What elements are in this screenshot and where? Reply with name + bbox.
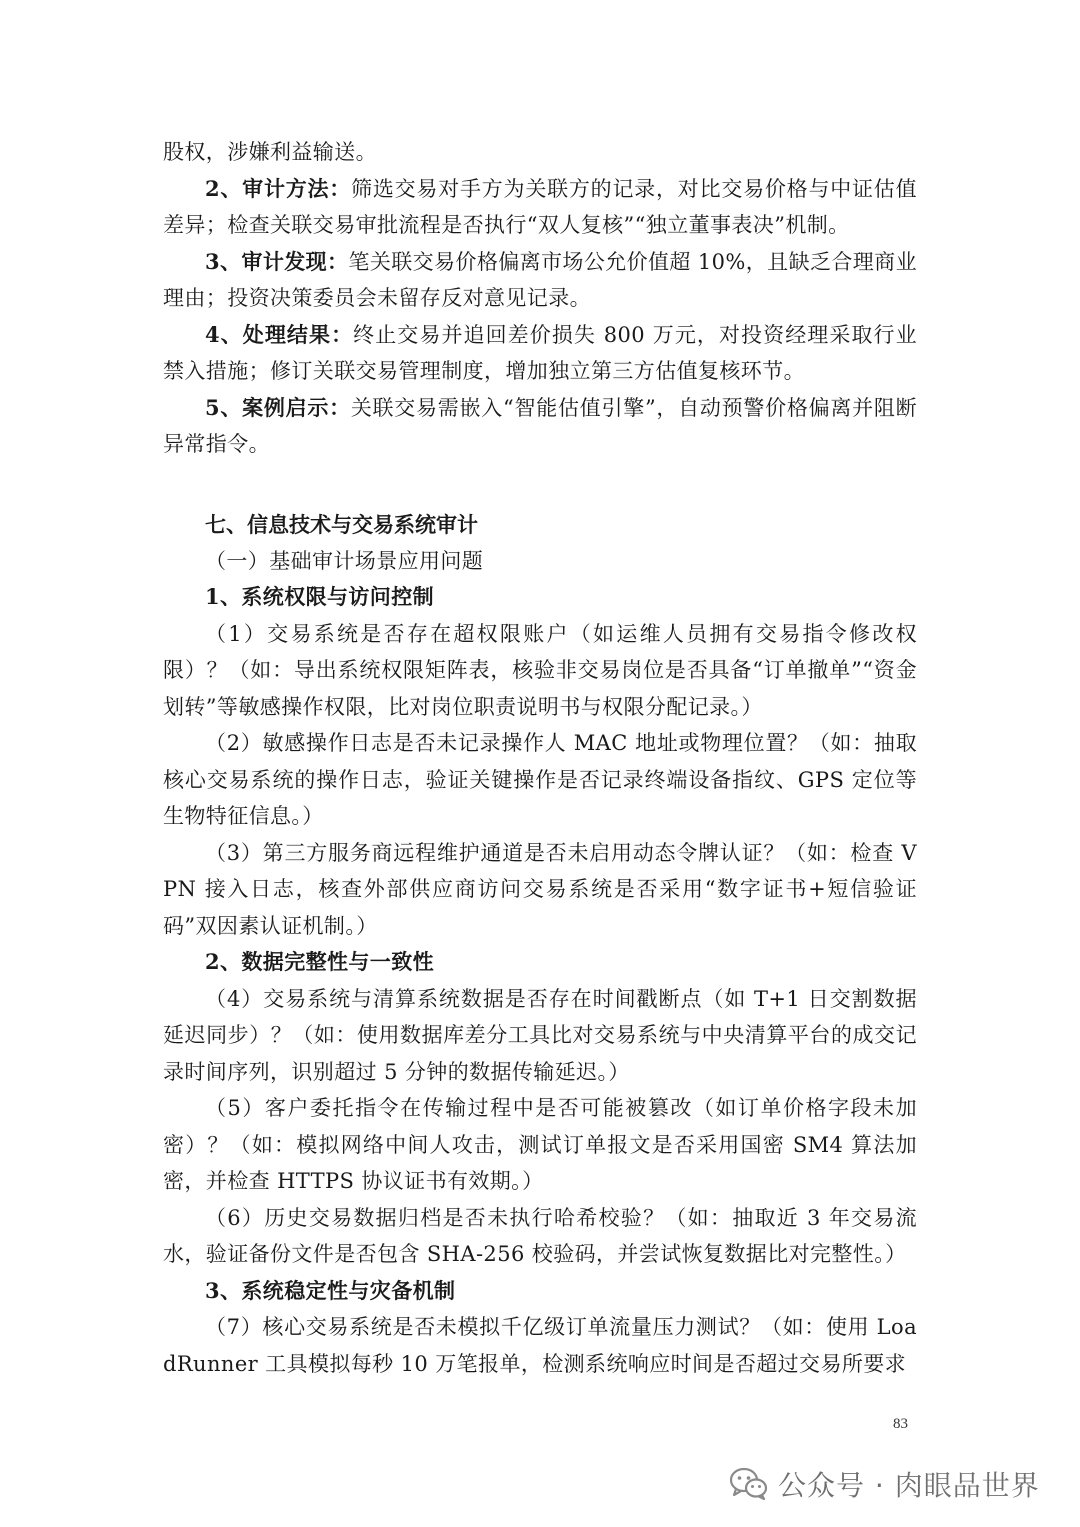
paragraph-handling-result bbox=[163, 317, 917, 390]
question-3: （3）第三方服务商远程维护通道是否未启用动态令牌认证？（如：检查 VPN 接入日志，核查外部供应商访问交易系统是否采用“数字证书+短信验证码”双因素认证机制。） bbox=[163, 840, 917, 938]
text-audit-method: 筛选交易对手方为关联方的记录，对比交易价格与中证估值差异；检查关联交易审批流程是否执行“双人复核”“独立董事表决”机制。 bbox=[163, 176, 917, 237]
question-5: （5）客户委托指令在传输过程中是否可能被篡改（如订单价格字段未加密）？（如：模拟网络中间人攻击，测试订单报文是否采用国密 SM4 算法加密，并检查 HTTPS 协议证书有效期。） bbox=[163, 1096, 917, 1193]
subsection-access-control: 1、系统权限与访问控制 bbox=[205, 584, 435, 609]
question-4: （4）交易系统与清算系统数据是否存在时间戳断点（如 T+1 日交割数据延迟同步）？（如：使用数据库差分工具比对交易系统与中央清算平台的成交记录时间序列，识别超过 5 分钟的数据传输延迟。） bbox=[163, 986, 917, 1084]
paragraph-audit-method bbox=[163, 171, 917, 244]
subsection-stability-disaster-recovery: 3、系统稳定性与灾备机制 bbox=[205, 1277, 456, 1303]
question-6: （6）历史交易数据归档是否未执行哈希校验？（如：抽取近 3 年交易流水，验证备份文件是否包含 SHA-256 校验码，并尝试恢复数据比对完整性。） bbox=[163, 1205, 917, 1266]
paragraph-audit-findings bbox=[163, 244, 917, 317]
page-number: 83 bbox=[893, 1416, 908, 1432]
section-subtitle: （一）基础审计场景应用问题 bbox=[205, 548, 484, 573]
label-case-insight: 5、案例启示： bbox=[205, 394, 351, 420]
text-case-insight: 关联交易需嵌入“智能估值引擎”，自动预警价格偏离并阻断异常指令。 bbox=[163, 395, 917, 456]
wechat-icon bbox=[730, 1467, 768, 1501]
watermark bbox=[730, 1462, 1040, 1506]
text-handling-result: 终止交易并追回差价损失 800 万元，对投资经理采取行业禁入措施；修订关联交易管理制度，增加独立第三方估值复核环节。 bbox=[163, 322, 917, 383]
paragraph-continuation: 股权，涉嫌利益输送。 bbox=[163, 140, 377, 164]
section-title: 七、信息技术与交易系统审计 bbox=[205, 512, 478, 537]
paragraph-case-insight bbox=[163, 390, 917, 463]
watermark-text: 公众号 · 肉眼品世界 bbox=[778, 1469, 1040, 1502]
label-handling-result: 4、处理结果： bbox=[205, 321, 354, 347]
text-audit-findings: 笔关联交易价格偏离市场公允价值超 10%，且缺乏合理商业理由；投资决策委员会未留存反对意见记录。 bbox=[163, 249, 917, 310]
label-audit-findings: 3、审计发现： bbox=[205, 248, 349, 274]
page-content bbox=[163, 134, 917, 1382]
label-audit-method: 2、审计方法： bbox=[205, 175, 352, 201]
question-2: （2）敏感操作日志是否未记录操作人 MAC 地址或物理位置？（如：抽取核心交易系统的操作日志，验证关键操作是否记录终端设备指纹、GPS 定位等生物特征信息。） bbox=[163, 731, 917, 828]
section-spacer bbox=[163, 463, 917, 507]
question-1: （1）交易系统是否存在超权限账户（如运维人员拥有交易指令修改权限）？（如：导出系统权限矩阵表，核验非交易岗位是否具备“订单撤单”“资金划转”等敏感操作权限，比对岗位职责说明书与权限分配记录。） bbox=[163, 621, 917, 719]
question-7: （7）核心交易系统是否未模拟千亿级订单流量压力测试？（如：使用 LoadRunner 工具模拟每秒 10 万笔报单，检测系统响应时间是否超过交易所要求 bbox=[163, 1315, 917, 1376]
subsection-data-integrity: 2、数据完整性与一致性 bbox=[205, 949, 435, 974]
